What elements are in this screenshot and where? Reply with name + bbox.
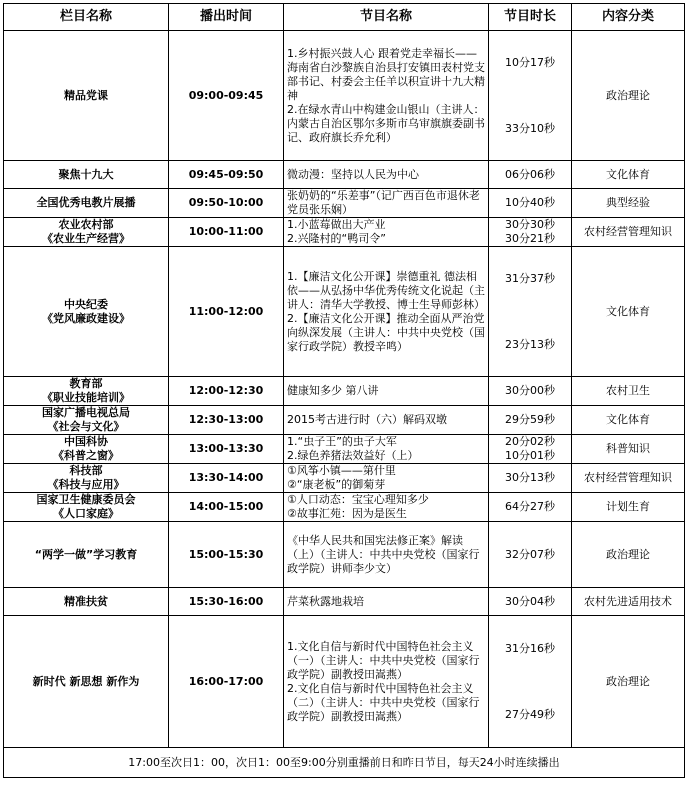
column-name-line: 精品党课 [64, 88, 108, 102]
duration-value: 64分27秒 [505, 500, 555, 513]
program-item: 微动漫：坚持以人民为中心 [287, 167, 419, 181]
category-cell: 农村卫生 [572, 377, 685, 406]
column-name-cell [4, 588, 169, 616]
category-cell: 文化体育 [572, 247, 685, 377]
duration-cell [489, 616, 572, 748]
table-row [4, 493, 685, 522]
table-row [4, 406, 685, 435]
column-name-cell [4, 406, 169, 435]
category-cell: 政治理论 [572, 616, 685, 748]
table-row [4, 588, 685, 616]
column-name-cell [4, 522, 169, 588]
program-item: 2.在绿水青山中构建金山银山（主讲人：内蒙古自治区鄂尔多斯市乌审旗旗委副书记、政府旗长乔允利） [287, 102, 485, 144]
program-item: 1.乡村振兴鼓人心 跟着党走幸福长——海南省白沙黎族自治县打安镇田表村党支部书记、村委会主任羊以积宣讲十九大精神 [287, 46, 485, 102]
air-time-cell: 11:00-12:00 [169, 247, 284, 377]
program-name-cell [284, 377, 489, 406]
category-cell: 科普知识 [572, 435, 685, 464]
duration-cell [489, 377, 572, 406]
duration-cell [489, 464, 572, 493]
table-row [4, 161, 685, 189]
schedule-table [3, 3, 685, 778]
duration-cell [489, 435, 572, 464]
duration-cell [489, 522, 572, 588]
program-name-cell [284, 31, 489, 161]
duration-cell [489, 588, 572, 616]
program-item: ①风筝小镇——第什里 [287, 464, 396, 477]
column-name-line: 《农业生产经营》 [42, 232, 130, 245]
program-name-cell [284, 435, 489, 464]
program-item: 1.小蓝莓做出大产业 [287, 218, 386, 231]
duration-value: 33分10秒 [505, 121, 555, 135]
duration-value: 30分30秒 [505, 218, 555, 231]
column-name-line: 农业农村部 [58, 218, 114, 231]
duration-value: 06分06秒 [505, 167, 555, 181]
program-item: 1.“虫子王”的虫子大军 [287, 435, 397, 448]
program-item: 张奶奶的“乐差事”（记广西百色市退休老党员张乐娴） [287, 189, 480, 216]
column-name-cell [4, 464, 169, 493]
category-cell: 文化体育 [572, 406, 685, 435]
table-row [4, 189, 685, 218]
program-name-cell [284, 161, 489, 189]
column-name-line: 中国科协 [64, 435, 108, 448]
category-cell: 典型经验 [572, 189, 685, 218]
program-name-cell [284, 616, 489, 748]
header-category: 内容分类 [572, 4, 685, 31]
column-name-line: 教育部 [69, 377, 103, 390]
program-name-cell [284, 189, 489, 218]
program-name-cell [284, 588, 489, 616]
category-cell: 文化体育 [572, 161, 685, 189]
column-name-cell [4, 377, 169, 406]
table-row [4, 377, 685, 406]
duration-value: 10分17秒 [505, 55, 555, 69]
category-cell: 农村先进适用技术 [572, 588, 685, 616]
air-time-cell: 15:30-16:00 [169, 588, 284, 616]
program-item: 芹菜秋露地栽培 [287, 594, 364, 608]
header-row [4, 4, 685, 31]
duration-value: 29分59秒 [505, 413, 555, 426]
program-item: 2.文化自信与新时代中国特色社会主义（二）（主讲人：中共中央党校（国家行政学院）副教授田嵩燕） [287, 681, 480, 723]
table-row [4, 218, 685, 247]
table-row [4, 435, 685, 464]
program-item: 2.绿色养猪法效益好（上） [287, 449, 419, 462]
duration-cell [489, 493, 572, 522]
air-time-cell: 09:45-09:50 [169, 161, 284, 189]
header-air-time: 播出时间 [169, 4, 284, 31]
program-name-cell [284, 493, 489, 522]
duration-cell [489, 247, 572, 377]
air-time-cell: 13:00-13:30 [169, 435, 284, 464]
column-name-cell [4, 435, 169, 464]
program-name-cell [284, 464, 489, 493]
duration-value: 10分01秒 [505, 449, 555, 462]
duration-value: 30分00秒 [505, 384, 555, 397]
duration-cell [489, 31, 572, 161]
air-time-cell: 10:00-11:00 [169, 218, 284, 247]
column-name-line: “两学一做”学习教育 [34, 547, 138, 561]
column-name-cell [4, 247, 169, 377]
category-cell: 农村经营管理知识 [572, 218, 685, 247]
duration-value: 23分13秒 [505, 337, 555, 351]
duration-value: 30分04秒 [505, 594, 555, 608]
column-name-line: 全国优秀电教片展播 [36, 196, 136, 209]
column-name-line: 聚焦十九大 [58, 167, 114, 181]
column-name-cell [4, 493, 169, 522]
air-time-cell: 09:50-10:00 [169, 189, 284, 218]
column-name-cell [4, 31, 169, 161]
air-time-cell: 14:00-15:00 [169, 493, 284, 522]
column-name-line: 《党风廉政建设》 [42, 311, 130, 325]
column-name-line: 《职业技能培训》 [42, 391, 130, 404]
program-item: ①人口动态：宝宝心理知多少 [287, 493, 429, 506]
column-name-line: 国家广播电视总局 [42, 406, 130, 419]
duration-value: 32分07秒 [505, 547, 555, 561]
column-name-cell [4, 161, 169, 189]
program-item: 《中华人民共和国宪法修正案》解读（上）（主讲人：中共中央党校（国家行政学院）讲师李少文） [287, 533, 480, 575]
air-time-cell: 13:30-14:00 [169, 464, 284, 493]
duration-cell [489, 218, 572, 247]
duration-cell [489, 189, 572, 218]
column-name-line: 《科技与应用》 [47, 478, 125, 491]
air-time-cell: 12:30-13:00 [169, 406, 284, 435]
column-name-line: 科技部 [69, 464, 103, 477]
table-row [4, 464, 685, 493]
footer-note: 17:00至次日1：00，次日1：00至9:00分别重播前日和昨日节目，每天24小时连续播出 [4, 748, 685, 778]
column-name-line: 《人口家庭》 [53, 507, 119, 520]
air-time-cell: 09:00-09:45 [169, 31, 284, 161]
column-name-cell [4, 189, 169, 218]
duration-value: 31分37秒 [505, 271, 555, 285]
air-time-cell: 12:00-12:30 [169, 377, 284, 406]
duration-cell [489, 406, 572, 435]
column-name-line: 新时代 新思想 新作为 [32, 674, 140, 688]
footer-row [4, 748, 685, 778]
header-column-name: 栏目名称 [4, 4, 169, 31]
category-cell: 政治理论 [572, 31, 685, 161]
column-name-line: 《社会与文化》 [47, 420, 125, 433]
program-item: 健康知多少 第八讲 [287, 384, 379, 397]
program-item: ②故事汇苑：因为是医生 [287, 507, 407, 520]
category-cell: 计划生育 [572, 493, 685, 522]
table-row [4, 31, 685, 161]
program-name-cell [284, 247, 489, 377]
program-name-cell [284, 218, 489, 247]
column-name-line: 国家卫生健康委员会 [36, 493, 136, 506]
duration-value: 10分40秒 [505, 196, 555, 209]
category-cell: 政治理论 [572, 522, 685, 588]
table-row [4, 522, 685, 588]
table-row [4, 247, 685, 377]
program-item: 2.【廉洁文化公开课】推动全面从严治党向纵深发展（主讲人：中共中央党校（国家行政学院）教授辛鸣） [287, 311, 485, 353]
header-duration: 节目时长 [489, 4, 572, 31]
program-item: 1.【廉洁文化公开课】崇德重礼 德法相依——从弘扬中华优秀传统文化说起（主讲人：清华大学教授、博士生导师彭林） [287, 269, 485, 311]
program-item: 1.文化自信与新时代中国特色社会主义（一）（主讲人：中共中央党校（国家行政学院）副教授田嵩燕） [287, 639, 480, 681]
column-name-line: 《科普之窗》 [53, 449, 119, 462]
table-row [4, 616, 685, 748]
duration-value: 27分49秒 [505, 707, 555, 721]
duration-value: 31分16秒 [505, 641, 555, 655]
column-name-cell [4, 616, 169, 748]
column-name-cell [4, 218, 169, 247]
duration-value: 20分02秒 [505, 435, 555, 448]
category-cell: 农村经营管理知识 [572, 464, 685, 493]
program-item: 2015考古进行时（六）解码双墩 [287, 413, 447, 426]
duration-cell [489, 161, 572, 189]
air-time-cell: 15:00-15:30 [169, 522, 284, 588]
air-time-cell: 16:00-17:00 [169, 616, 284, 748]
column-name-line: 中央纪委 [64, 297, 108, 311]
program-name-cell [284, 522, 489, 588]
program-name-cell [284, 406, 489, 435]
program-item: 2.兴隆村的“鸭司令” [287, 232, 386, 245]
duration-value: 30分21秒 [505, 232, 555, 245]
duration-value: 30分13秒 [505, 471, 555, 484]
column-name-line: 精准扶贫 [64, 594, 108, 608]
program-item: ②“康老板”的御菊芽 [287, 478, 386, 491]
header-program-name: 节目名称 [284, 4, 489, 31]
